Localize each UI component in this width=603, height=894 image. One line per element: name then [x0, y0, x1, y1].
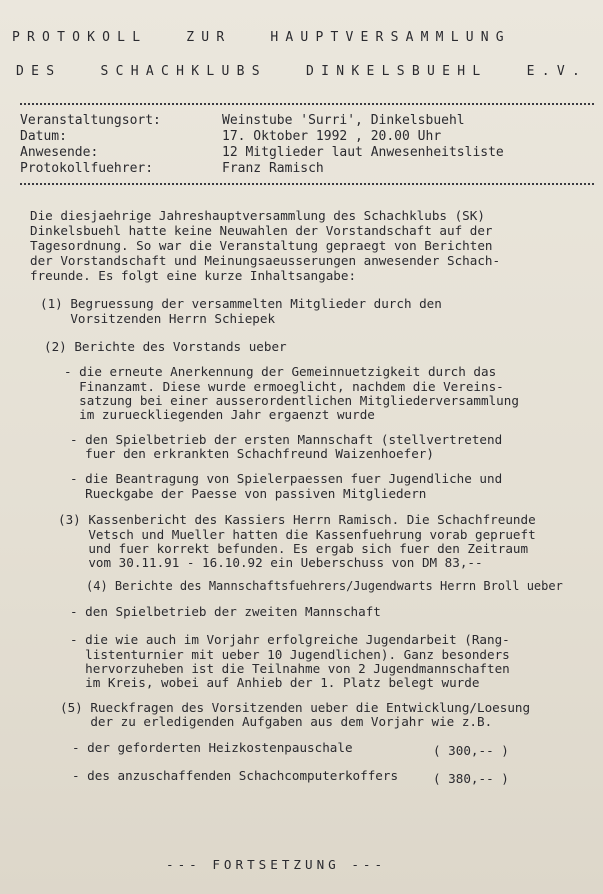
bullet-line: - den Spielbetrieb der zweiten Mannschaft [70, 604, 381, 619]
item-line: Vorsitzenden Herrn Schiepek [40, 311, 276, 326]
bullet-line: - die erneute Anerkennung der Gemeinnuetzigkeit durch das [64, 364, 497, 379]
item-line: (1) Begruessung der versammelten Mitglieder durch den [40, 296, 442, 311]
bullet-amount: ( 380,-- ) [433, 771, 509, 786]
label-recorder: Protokollfuehrer: [20, 161, 154, 176]
label-date: Datum: [20, 129, 67, 144]
divider-top [20, 103, 594, 105]
item-heading: (2) Berichte des Vorstands ueber [44, 339, 287, 354]
bullet-line: - den Spielbetrieb der ersten Mannschaft (stellvertretend [70, 432, 503, 447]
item-heading: (5) Rueckfragen des Vorsitzenden ueber die Entwicklung/Loesung [60, 700, 531, 715]
intro-line: der Vorstandschaft und Meinungsaeusserungen anwesender Schach- [30, 253, 501, 268]
item-heading: der zu erledigenden Aufgaben aus dem Vorjahr wie z.B. [60, 714, 493, 729]
value-attendees: 12 Mitglieder laut Anwesenheitsliste [222, 145, 504, 160]
title-line-2: DES SCHACHKLUBS DINKELSBUEHL E.V. [16, 64, 588, 79]
intro-line: Die diesjaehrige Jahreshauptversammlung des Schachklubs (SK) [30, 208, 485, 223]
value-date: 17. Oktober 1992 , 20.00 Uhr [222, 129, 442, 144]
item-heading: (4) Berichte des Mannschaftsfuehrers/Jugendwarts Herrn Broll ueber [86, 579, 563, 593]
item-line: vom 30.11.91 - 16.10.92 ein Ueberschuss von DM 83,-- [58, 555, 483, 570]
bullet-line: hervorzuheben ist die Teilnahme von 2 Jugendmannschaften [70, 661, 510, 676]
bullet-text: - des anzuschaffenden Schachcomputerkoffers [72, 768, 399, 783]
title-line-1: PROTOKOLL ZUR HAUPTVERSAMMLUNG [12, 30, 511, 45]
intro-line: Tagesordnung. So war die Veranstaltung gepraegt von Berichten [30, 238, 493, 253]
bullet-line: listenturnier mit ueber 10 Jugendlichen). Ganz besonders [70, 647, 510, 662]
intro-line: freunde. Es folgt eine kurze Inhaltsangabe: [30, 268, 357, 283]
item-line: Vetsch und Mueller hatten die Kassenfuehrung vorab geprueft [58, 527, 536, 542]
divider-bottom [20, 183, 594, 185]
bullet-amount: ( 300,-- ) [433, 743, 509, 758]
label-location: Veranstaltungsort: [20, 113, 161, 128]
bullet-line: satzung bei einer ausserordentlichen Mitgliederversammlung [64, 393, 519, 408]
bullet-line: - die wie auch im Vorjahr erfolgreiche Jugendarbeit (Rang- [70, 632, 510, 647]
bullet-line: im zurueckliegenden Jahr ergaenzt wurde [64, 407, 375, 422]
bullet-line: Rueckgabe der Paesse von passiven Mitgliedern [70, 486, 427, 501]
item-line: (3) Kassenbericht des Kassiers Herrn Ramisch. Die Schachfreunde [58, 512, 536, 527]
bullet-line: fuer den erkrankten Schachfreund Waizenhoefer) [70, 446, 434, 461]
item-line: und fuer korrekt befunden. Es ergab sich fuer den Zeitraum [58, 541, 529, 556]
bullet-line: Finanzamt. Diese wurde ermoeglicht, nachdem die Vereins- [64, 379, 504, 394]
continuation-footer: --- FORTSETZUNG --- [166, 857, 387, 872]
label-attendees: Anwesende: [20, 145, 99, 160]
bullet-line: - die Beantragung von Spielerpaessen fuer Jugendliche und [70, 471, 503, 486]
intro-line: Dinkelsbuehl hatte keine Neuwahlen der Vorstandschaft auf der [30, 223, 493, 238]
value-recorder: Franz Ramisch [222, 161, 324, 176]
bullet-text: - der geforderten Heizkostenpauschale [72, 740, 353, 755]
bullet-line: im Kreis, wobei auf Anhieb der 1. Platz belegt wurde [70, 675, 480, 690]
value-location: Weinstube 'Surri', Dinkelsbuehl [222, 113, 465, 128]
